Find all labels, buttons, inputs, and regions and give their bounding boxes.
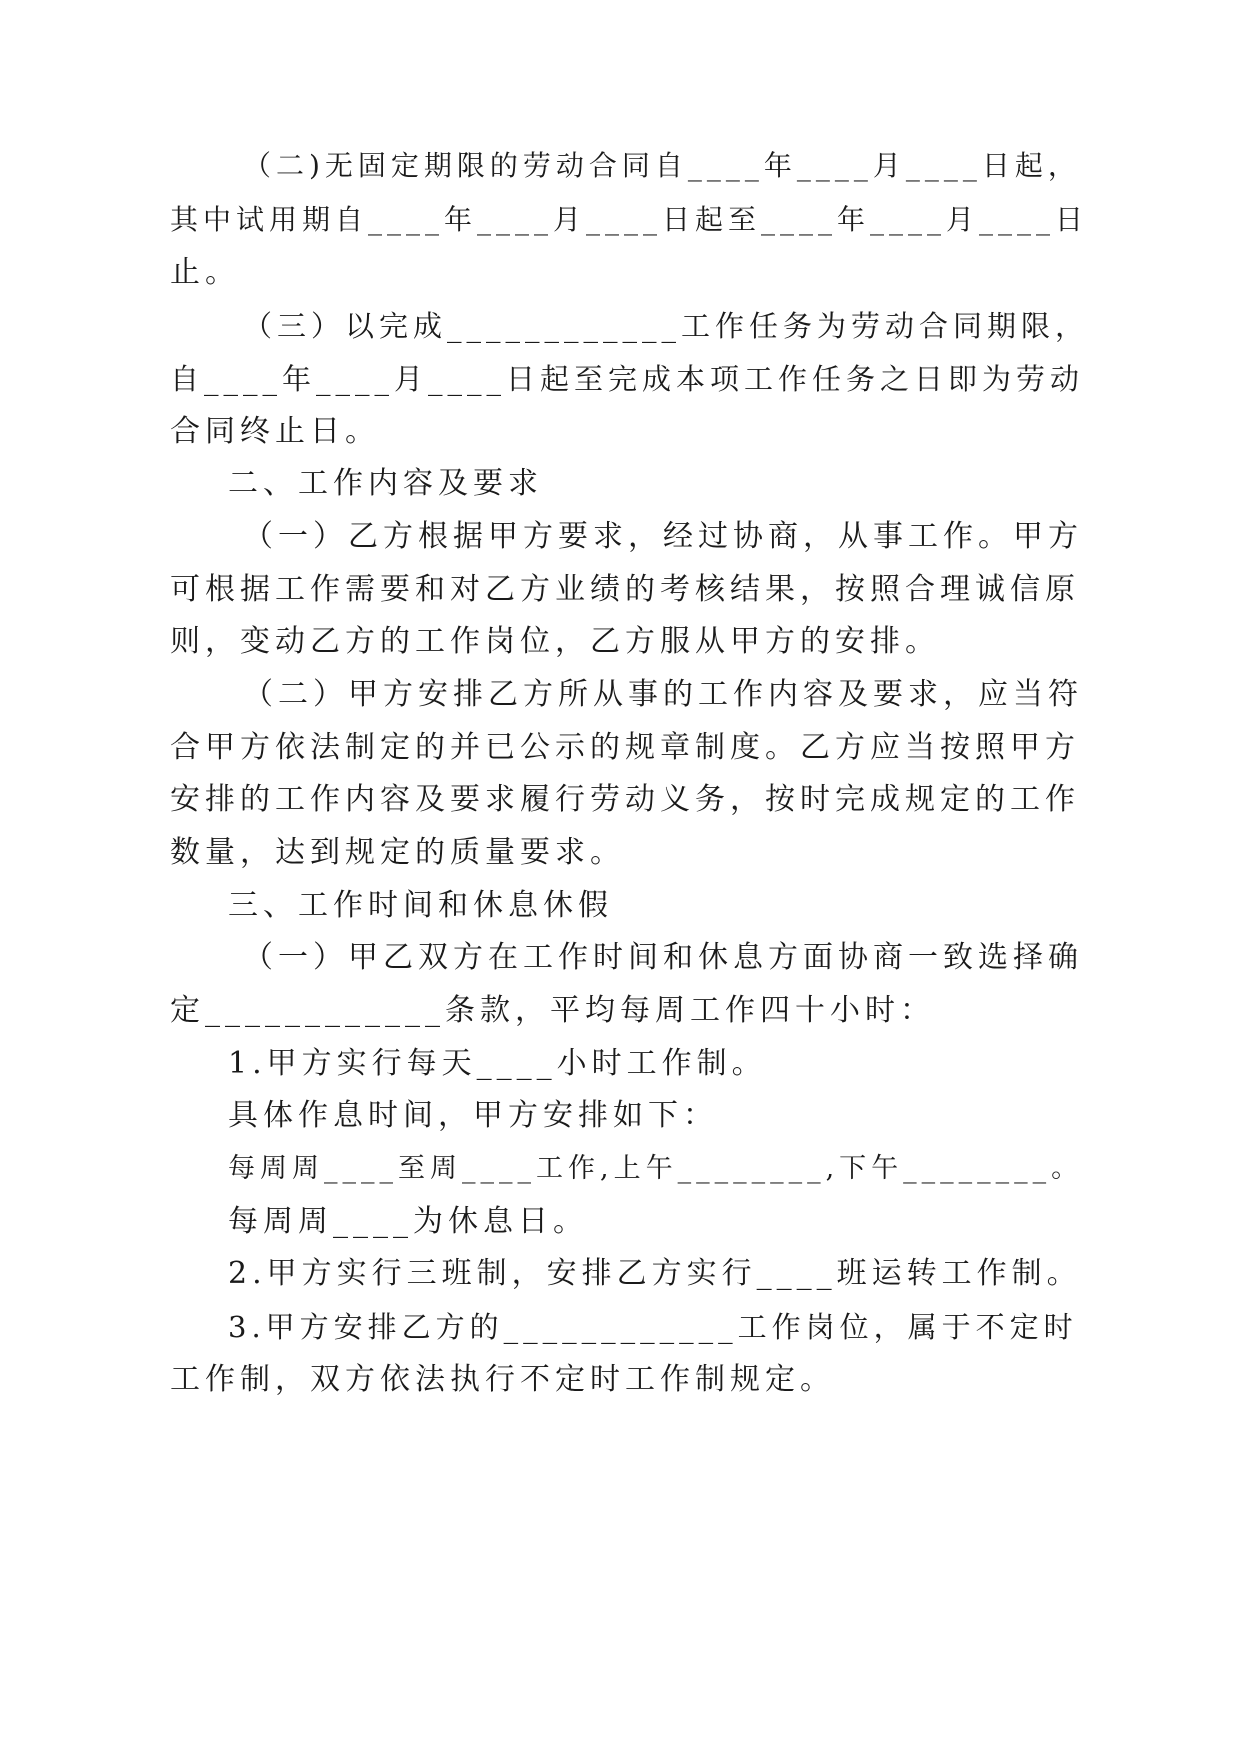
section-heading-2: 二、工作内容及要求 — [228, 466, 543, 501]
text-line-14: 数量，达到规定的质量要求。 — [170, 835, 625, 870]
text-line-5: 自____年____月____日起至完成本项工作任务之日即为劳动 — [170, 362, 1085, 396]
text-line-21: 每周周____为休息日。 — [228, 1204, 588, 1239]
text-line-23: 3.甲方安排乙方的____________工作岗位，属于不定时 — [228, 1310, 1078, 1344]
text-line-19: 具体作息时间，甲方安排如下： — [228, 1098, 718, 1133]
text-line-6: 合同终止日。 — [170, 414, 380, 449]
text-line-22: 2.甲方实行三班制，安排乙方实行____班运转工作制。 — [228, 1256, 1082, 1291]
text-line-12: 合甲方依法制定的并已公示的规章制度。乙方应当按照甲方 — [170, 730, 1080, 765]
section-heading-3: 三、工作时间和休息休假 — [228, 888, 613, 923]
text-line-13: 安排的工作内容及要求履行劳动义务，按时完成规定的工作 — [170, 782, 1080, 817]
text-line-11: （二）甲方安排乙方所从事的工作内容及要求，应当符 — [243, 677, 1083, 712]
text-line-1: （二)无固定期限的劳动合同自____年____月____日起， — [243, 149, 1081, 182]
text-line-3: 止。 — [170, 255, 240, 290]
text-line-4: （三）以完成____________工作任务为劳动合同期限， — [243, 309, 1090, 343]
text-line-8: （一）乙方根据甲方要求，经过协商，从事工作。甲方 — [243, 519, 1083, 554]
text-line-17: 定____________条款，平均每周工作四十小时： — [170, 993, 935, 1028]
text-line-24: 工作制，双方依法执行不定时工作制规定。 — [170, 1362, 835, 1397]
text-line-9: 可根据工作需要和对乙方业绩的考核结果，按照合理诚信原 — [170, 572, 1080, 607]
text-line-18: 1.甲方实行每天____小时工作制。 — [228, 1046, 767, 1081]
text-line-20: 每周周____至周____工作,上午________,下午________。 — [228, 1153, 1084, 1184]
text-line-10: 则，变动乙方的工作岗位，乙方服从甲方的安排。 — [170, 624, 940, 659]
text-line-16: （一）甲乙双方在工作时间和休息方面协商一致选择确 — [243, 940, 1083, 975]
text-line-2: 其中试用期自____年____月____日起至____年____月____日 — [170, 203, 1089, 236]
